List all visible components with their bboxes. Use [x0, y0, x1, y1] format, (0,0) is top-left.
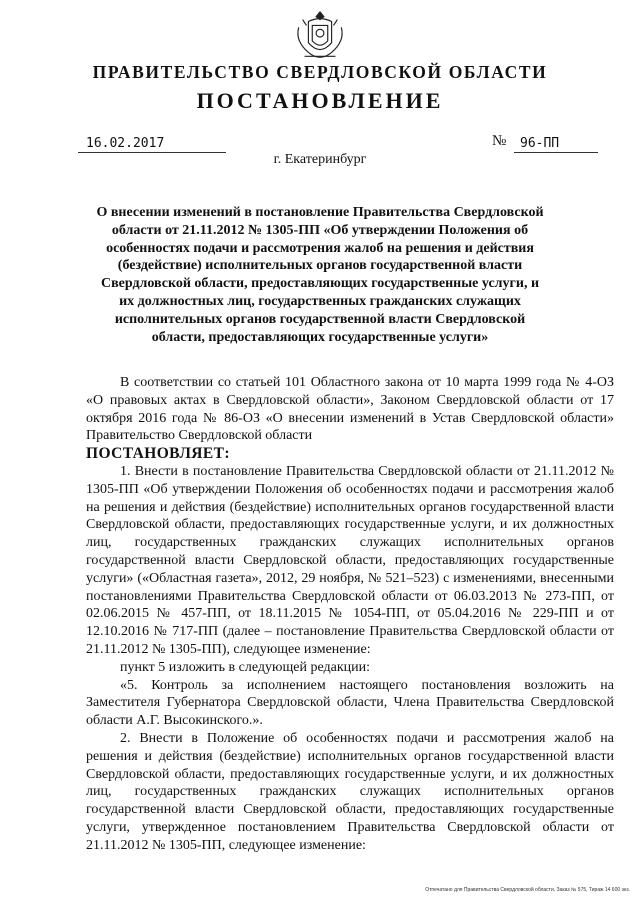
- print-footer: Отпечатано для Правительства Свердловской области, Заказ № 575, Тираж 14 600 экз.: [425, 887, 630, 893]
- resolves-heading: ПОСТАНОВЛЯЕТ:: [86, 445, 230, 463]
- government-name: ПРАВИТЕЛЬСТВО СВЕРДЛОВСКОЙ ОБЛАСТИ: [92, 62, 548, 82]
- decree-number: 96-ПП: [520, 136, 560, 151]
- paragraph-1-quote: «5. Контроль за исполнением настоящего постановления возложить на Заместителя Губернатора Свердловской области, Члена Правительства Свердловской области А.Г. Высокинского.».: [86, 677, 614, 729]
- decree-number-line: [514, 134, 598, 153]
- document-type: ПОСТАНОВЛЕНИЕ: [196, 88, 444, 113]
- preamble-paragraph: В соответствии со статьей 101 Областного закона от 10 марта 1999 года № 4-ОЗ «О правовых актах в Свердловской области», Законом Свердловской области от 17 октября 2016 года № 86-ОЗ «О внесении изменений в Устав Свердловской области» Правительство Свердловской области: [86, 375, 614, 444]
- city: г. Екатеринбург: [273, 152, 367, 167]
- document-body: [86, 374, 614, 855]
- decree-date: 16.02.2017: [86, 136, 165, 151]
- number-sign: №: [492, 133, 507, 149]
- paragraph-1-subitem: пункт 5 изложить в следующей редакции:: [120, 659, 370, 675]
- decree-date-field: [78, 134, 226, 153]
- document-title: О внесении изменений в постановление Правительства Свердловской области от 21.11.2012 № 1305-ПП «Об утверждении Положения об особенностях подачи и рассмотрения жалоб на решения и действия (бездействие) исполнительных органов государственной власти Свердловской области, предоставляющих государственные услуги, и их должностных лиц, государственных гражданских служащих исполнительных органов государственной власти Свердловской области, предоставляющих государственные услуги»: [96, 205, 544, 345]
- paragraph-2: 2. Внести в Положение об особенностях подачи и рассмотрения жалоб на решения и действия (бездействие) исполнительных органов государственной власти Свердловской области, предоставляющих государственные услуги, и их должностных лиц, государственных гражданских служащих исполнительных органов государственной власти Свердловской области, предоставляющих государственные услуги, утвержденное постановлением Правительства Свердловской области от 21.11.2012 № 1305-ПП, следующее изменение:: [86, 730, 614, 853]
- coat-of-arms-icon: [291, 8, 349, 66]
- paragraph-1: 1. Внести в постановление Правительства Свердловской области от 21.11.2012 № 1305-ПП «Об утверждении Положения об особенностях подачи и рассмотрения жалоб на решения и действия (бездействие) исполнительных органов государственной власти Свердловской области, предоставляющих государственные услуги, и их должностных лиц, государственных гражданских служащих исполнительных органов государственной власти Свердловской области, предоставляющих государственные услуги» («Областная газета», 2012, 29 ноября, № 521–523) с изменениями, внесенными постановлениями Правительства Свердловской области от 06.03.2013 № 273-ПП, от 02.06.2015 № 457-ПП, от 18.11.2015 № 1054-ПП, от 05.04.2016 № 229-ПП и от 12.10.2016 № 717-ПП (далее – постановление Правительства Свердловской области от 21.11.2012 № 1305-ПП), следующее изменение:: [86, 463, 614, 657]
